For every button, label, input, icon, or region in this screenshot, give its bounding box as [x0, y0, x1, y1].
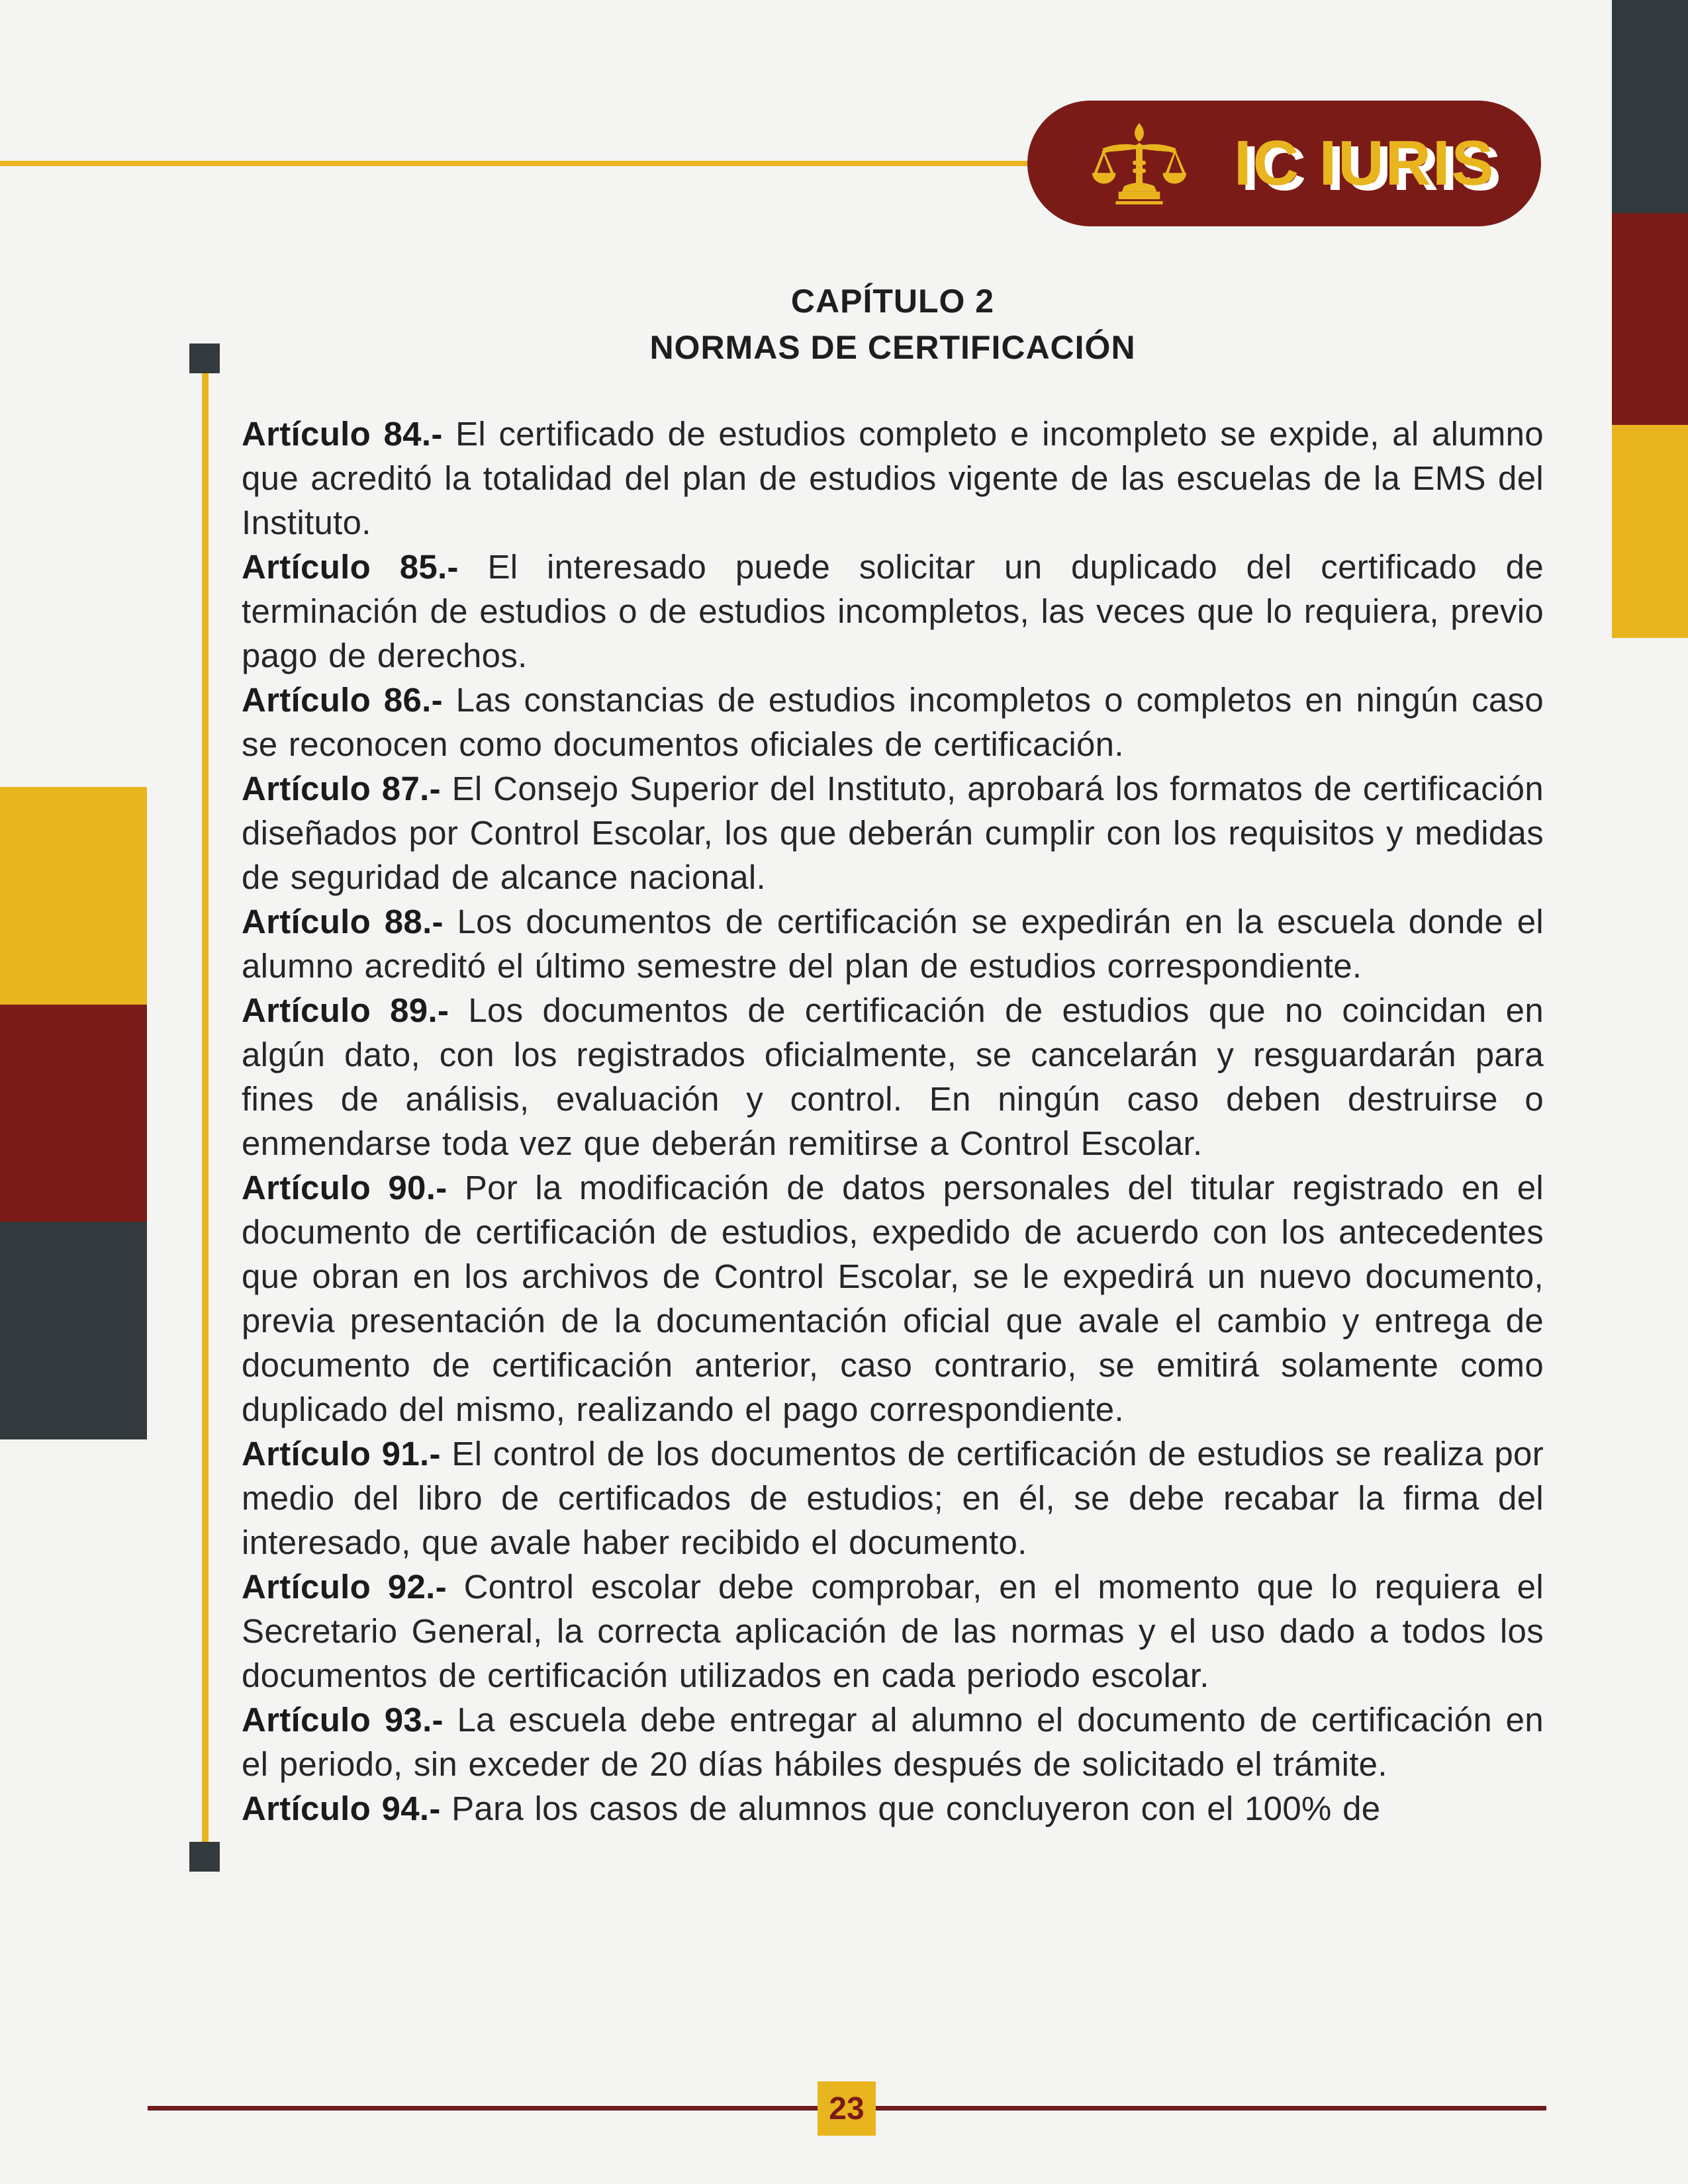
article-paragraph [242, 899, 1544, 988]
article-text: Por la modificación de datos personales del titular registrado en el documento de certificación de estudios, expedido de acuerdo con los antecedentes que obran en los archivos de Control Escolar, se le expedirá un nuevo documento, previa presentación de la documentación oficial que avale el cambio y entrega de documento de certificación anterior, caso contrario, se emitirá solamente como duplicado del mismo, realizando el pago correspondiente. [242, 1169, 1544, 1428]
article-label: Artículo 87.- [242, 770, 441, 807]
top-square-marker [189, 343, 220, 373]
article-paragraph [242, 988, 1544, 1165]
left-accent-charcoal-block [0, 1222, 147, 1439]
right-accent-gold-block [1612, 425, 1688, 638]
article-label: Artículo 91.- [242, 1435, 441, 1473]
left-accent-gold-block [0, 787, 147, 1005]
scales-of-justice-icon [1091, 121, 1188, 206]
article-label: Artículo 93.- [242, 1701, 444, 1739]
articles-text-block [242, 412, 1544, 1831]
article-label: Artículo 90.- [242, 1169, 447, 1206]
article-paragraph [242, 1165, 1544, 1432]
article-paragraph [242, 1698, 1544, 1786]
article-label: Artículo 84.- [242, 415, 443, 453]
article-label: Artículo 89.- [242, 991, 449, 1029]
article-paragraph [242, 545, 1544, 678]
article-paragraph [242, 1432, 1544, 1565]
article-text: Para los casos de alumnos que concluyeron con el 100% de [451, 1790, 1381, 1827]
logo-text: IC IURIS [1234, 128, 1495, 199]
right-accent-maroon-block [1612, 213, 1688, 425]
article-label: Artículo 94.- [242, 1790, 441, 1827]
article-paragraph [242, 1786, 1544, 1831]
page-number-badge [818, 2081, 876, 2136]
right-accent-charcoal-block [1612, 0, 1688, 213]
article-label: Artículo 92.- [242, 1568, 447, 1606]
article-label: Artículo 86.- [242, 681, 443, 719]
article-text: Los documentos de certificación se expedirán en la escuela donde el alumno acreditó el último semestre del plan de estudios correspondiente. [242, 903, 1544, 985]
article-text: Control escolar debe comprobar, en el momento que lo requiera el Secretario General, la correcta aplicación de las normas y el uso dado a todos los documentos de certificación utilizados en cada periodo escolar. [242, 1568, 1544, 1694]
page-number: 23 [829, 2091, 865, 2126]
article-text: Los documentos de certificación de estudios que no coincidan en algún dato, con los registrados oficialmente, se cancelarán y resguardarán para fines de análisis, evaluación y control. En ningún caso deben destruirse o enmendarse toda vez que deberán remitirse a Control Escolar. [242, 991, 1544, 1162]
article-text: La escuela debe entregar al alumno el documento de certificación en el periodo, sin exceder de 20 días hábiles después de solicitado el trámite. [242, 1701, 1544, 1783]
chapter-heading [242, 278, 1544, 371]
article-text: El Consejo Superior del Instituto, aprobará los formatos de certificación diseñados por Control Escolar, los que deberán cumplir con los requisitos y medidas de seguridad de alcance nacional. [242, 770, 1544, 896]
chapter-title: CAPÍTULO 2 [790, 283, 995, 320]
left-accent-maroon-block [0, 1005, 147, 1222]
article-text: Las constancias de estudios incompletos o completos en ningún caso se reconocen como documentos oficiales de certificación. [242, 681, 1544, 763]
article-text: El certificado de estudios completo e incompleto se expide, al alumno que acreditó la totalidad del plan de estudios vigente de las escuelas de la EMS del Instituto. [242, 415, 1544, 541]
article-paragraph [242, 412, 1544, 545]
chapter-subtitle: NORMAS DE CERTIFICACIÓN [649, 329, 1136, 366]
article-label: Artículo 85.- [242, 548, 459, 586]
article-text: El control de los documentos de certificación de estudios se realiza por medio del libro de certificados de estudios; en él, se debe recabar la firma del interesado, que avale haber recibido el documento. [242, 1435, 1544, 1561]
article-label: Artículo 88.- [242, 903, 444, 940]
logo-pill [1027, 101, 1541, 226]
article-paragraph [242, 678, 1544, 766]
bottom-square-marker [189, 1842, 220, 1872]
article-text: El interesado puede solicitar un duplicado del certificado de terminación de estudios o de estudios incompletos, las veces que lo requiera, previo pago de derechos. [242, 548, 1544, 674]
header-gold-rule [0, 161, 1029, 166]
article-paragraph [242, 1565, 1544, 1698]
vertical-gold-line [202, 357, 209, 1860]
article-paragraph [242, 766, 1544, 899]
